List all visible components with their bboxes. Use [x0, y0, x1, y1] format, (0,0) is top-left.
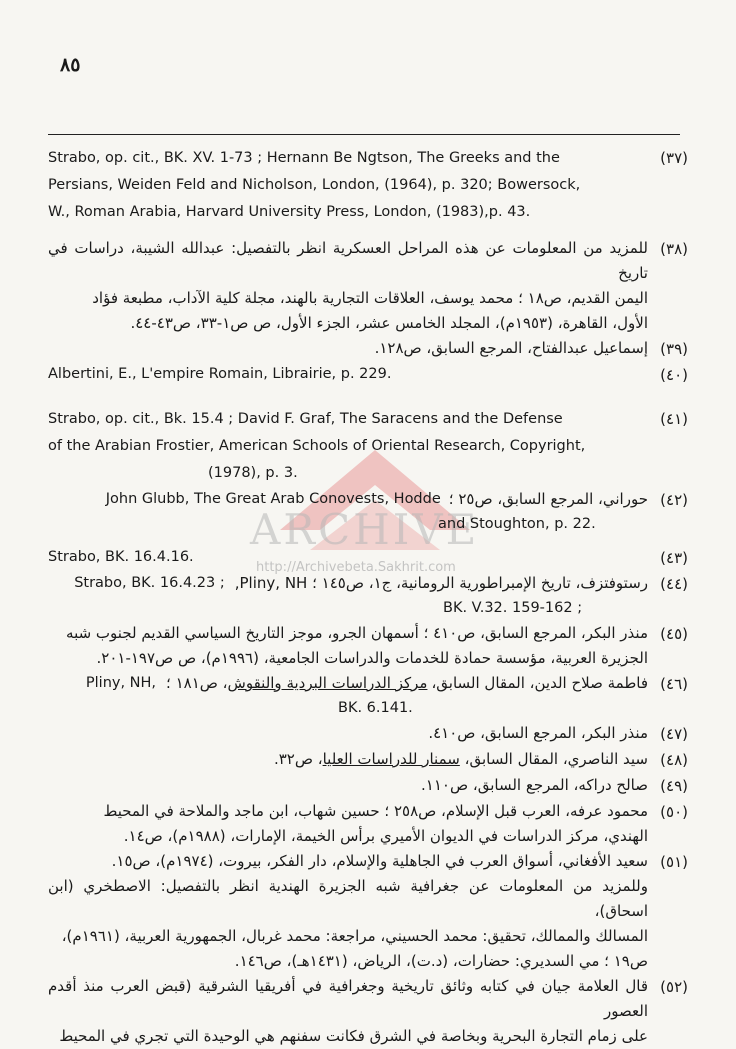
- footnote-43: [48, 545, 688, 571]
- footnote-number: (٥١): [660, 853, 688, 871]
- footnote-42: [48, 487, 688, 537]
- footnote-46: [48, 671, 688, 721]
- footnote-number: (٣٨): [660, 240, 688, 258]
- footnote-51: [48, 849, 688, 974]
- footnote-49: [48, 773, 688, 799]
- footnote-line: Strabo, op. cit., Bk. 15.4 ; David F. Graf, The Saracens and the Defense: [48, 411, 563, 427]
- footnote-40: [48, 362, 688, 388]
- footnote-line: على زمام التجارة البحرية وبخاصة في الشرق فكانت سفنهم هي الوحيدة التي تجري في المحيط: [59, 1027, 648, 1045]
- footnote-line: W., Roman Arabia, Harvard University Press, London, (1983),p. 43.: [48, 204, 531, 220]
- footnote-number: (٣٩): [660, 340, 688, 358]
- footnote-line: Albertini, E., L'empire Romain, Librairie, p. 229.: [48, 366, 392, 382]
- footnote-45: [48, 621, 688, 671]
- footnotes: [48, 145, 688, 1049]
- footnote-47: [48, 721, 688, 747]
- footnote-line: Strabo, op. cit., BK. XV. 1-73 ; Hernann Be Ngtson, The Greeks and the: [48, 150, 560, 166]
- footnote-number: (٥٠): [660, 803, 688, 821]
- footnote-line: Persians, Weiden Feld and Nicholson, London, (1964), p. 320; Bowersock,: [48, 177, 581, 193]
- footnote-text-en: Pliny, NH,: [85, 675, 157, 691]
- footnote-number: (٥٢): [660, 978, 688, 996]
- footnote-line: of the Arabian Frostier, American Schools of Oriental Research, Copyright,: [48, 438, 586, 454]
- footnote-38: [48, 236, 688, 336]
- footnote-number: (٤٧): [660, 725, 688, 743]
- footnote-number: (٤٦): [660, 675, 688, 693]
- footnote-number: (٤٨): [660, 751, 688, 769]
- footnote-line: إسماعيل عبدالفتاح، المرجع السابق، ص١٢٨.: [374, 339, 648, 357]
- footnote-line: محمود عرفه، العرب قبل الإسلام، ص٢٥٨ ؛ حسين شهاب، ابن ماجد والملاحة في المحيط: [103, 802, 648, 820]
- footnote-text-ar: فاطمة صلاح الدين، المقال السابق،: [431, 674, 648, 692]
- footnote-line: قال العلامة جيان في كتابه وثائق تاريخية وجغرافية في أفريقيا الشرقية (قبض العرب منذ أقدم العصور: [48, 977, 648, 1020]
- footnote-number: (٤٢): [660, 491, 688, 509]
- footnote-line: سعيد الأفغاني، أسواق العرب في الجاهلية والإسلام، دار الفكر، بيروت، (١٩٧٤م)، ص١٥.: [111, 852, 648, 870]
- footnote-number: (٤٤): [660, 575, 688, 593]
- footnote-number: (٤٥): [660, 625, 688, 643]
- footnote-line: ص١٩ ؛ مي السديري: حضارات، (د.ت)، الرياض، (١٤٣١هـ)، ص١٤٦.: [234, 952, 648, 970]
- footnote-48: [48, 747, 688, 773]
- footnote-line: وللمزيد من المعلومات عن جغرافية شبه الجزيرة الهندية انظر بالتفصيل: الاصطخري (ابن اسحاق)،: [48, 877, 648, 920]
- footnote-52: [48, 974, 688, 1049]
- footnote-44: [48, 571, 688, 621]
- footnote-text-ar: ، ص٣٢.: [273, 750, 323, 768]
- footnote-text-underlined: مركز الدراسات البردية والنقوش: [227, 674, 428, 692]
- footnote-line: الأول، القاهرة، (١٩٥٣م)، المجلد الخامس عشر، الجزء الأول، ص ص١-٣٣، ص٤٣-٤٤.: [130, 314, 648, 332]
- footnote-number: (٤٠): [660, 366, 688, 384]
- footnote-text-ar: ، ص١٨١ ؛: [166, 674, 228, 692]
- footnote-37: [48, 145, 688, 226]
- footnote-line: للمزيد من المعلومات عن هذه المراحل العسكرية انظر بالتفصيل: عبدالله الشيبة، دراسات في تاريخ: [48, 239, 648, 282]
- footnote-text-underlined: سمنار للدراسات العليا: [322, 750, 460, 768]
- footnote-text-en: and Stoughton, p. 22.: [438, 516, 596, 532]
- footnote-text-ar: رستوفتزف، تاريخ الإمبراطورية الرومانية، ج١، ص١٤٥ ؛ Pliny, NH,: [234, 574, 648, 592]
- footnote-line: اليمن القديم، ص١٨ ؛ محمد يوسف، العلاقات التجارية بالهند، مجلة كلية الآداب، مطبعة فؤاد: [92, 289, 648, 307]
- footnote-rule: [48, 134, 680, 135]
- footnote-line: (1978), p. 3.: [208, 465, 298, 481]
- footnote-39: [48, 336, 688, 362]
- footnote-number: (٤١): [660, 410, 688, 428]
- footnote-text-en: Strabo, BK. 16.4.23 ;: [74, 575, 225, 591]
- footnote-number: (٤٩): [660, 777, 688, 795]
- footnote-text-en: BK. V.32. 159-162 ;: [443, 600, 583, 616]
- footnote-text-ar: سيد الناصري، المقال السابق،: [464, 750, 648, 768]
- footnote-line: الجزيرة العربية، مؤسسة حمادة للخدمات والدراسات الجامعية، (١٩٩٦م)، ص ص١٩٧-٢٠١.: [96, 649, 648, 667]
- footnote-text-ar: حوراني، المرجع السابق، ص٢٥ ؛: [448, 490, 648, 508]
- footnote-41: [48, 406, 688, 487]
- watermark-url: http://Archivebeta.Sakhrit.com: [256, 560, 456, 575]
- footnote-line: Strabo, BK. 16.4.16.: [48, 549, 194, 565]
- page-number: ٨٥: [60, 54, 81, 76]
- footnote-line: الهندي، مركز الدراسات في الديوان الأميري برأس الخيمة، الإمارات، (١٩٨٨م)، ص١٤.: [123, 827, 648, 845]
- footnote-number: (٣٧): [660, 149, 688, 167]
- footnote-line: المسالك والممالك، تحقيق: محمد الحسيني، مراجعة: محمد غربال، الجمهورية العربية، (١٩٦١م)،: [61, 927, 648, 945]
- footnote-line: منذر البكر، المرجع السابق، ص٤١٠.: [428, 724, 648, 742]
- watermark-text: ARCHIVE: [250, 505, 480, 554]
- footnote-line: صالح دراكه، المرجع السابق، ص١١٠.: [421, 776, 648, 794]
- footnote-line: منذر البكر، المرجع السابق، ص٤١٠ ؛ أسمهان الجرو، موجز التاريخ السياسي القديم لجنوب شبه: [66, 624, 648, 642]
- footnote-text-en: BK. 6.141.: [338, 700, 413, 716]
- footnote-text-en: John Glubb, The Great Arab Conovests, Hodde: [105, 491, 441, 507]
- footnote-number: (٤٣): [660, 549, 688, 567]
- footnote-50: [48, 799, 688, 849]
